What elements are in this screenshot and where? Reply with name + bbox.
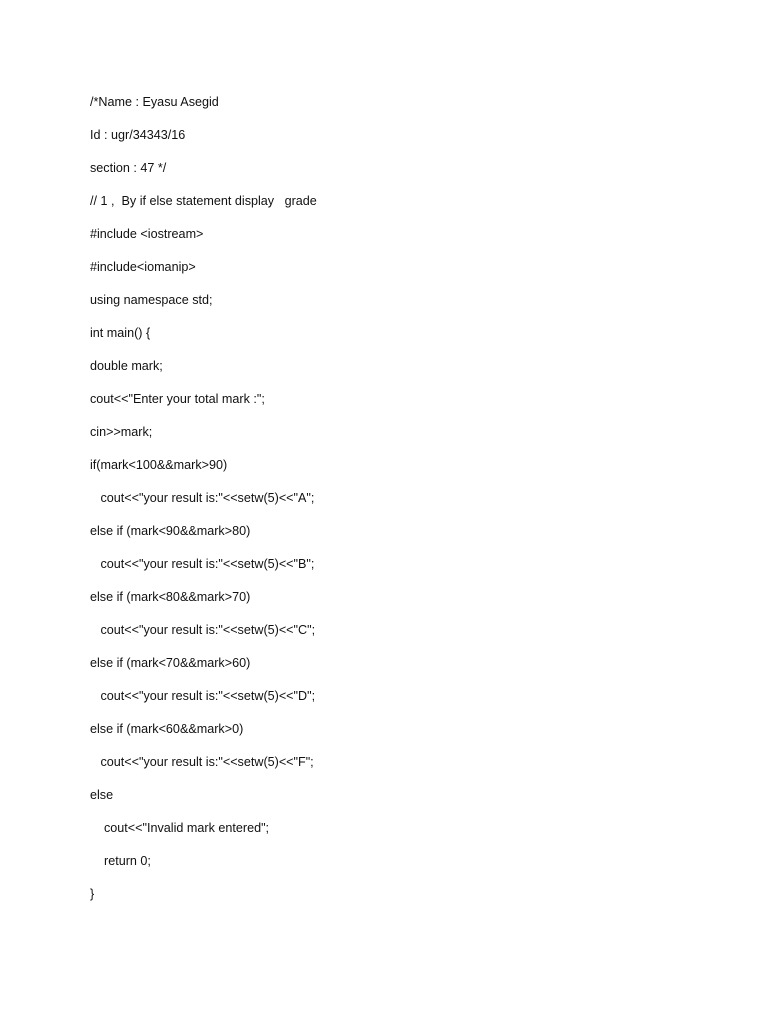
code-line: cout<<"your result is:"<<setw(5)<<"C";: [90, 623, 316, 637]
code-line: cout<<"Enter your total mark :";: [90, 392, 265, 406]
code-line: cin>>mark;: [90, 425, 153, 439]
code-line: #include <iostream>: [90, 227, 204, 241]
code-line: int main() {: [90, 326, 151, 340]
code-line: /*Name : Eyasu Asegid: [90, 95, 219, 109]
code-line: else: [90, 788, 114, 802]
code-line: else if (mark<90&&mark>80): [90, 524, 251, 538]
code-line: else if (mark<80&&mark>70): [90, 590, 251, 604]
code-line: }: [90, 887, 95, 901]
code-line: cout<<"your result is:"<<setw(5)<<"D";: [90, 689, 316, 703]
code-line: section : 47 */: [90, 161, 167, 175]
code-line: if(mark<100&&mark>90): [90, 458, 228, 472]
code-line: double mark;: [90, 359, 163, 373]
code-line: cout<<"your result is:"<<setw(5)<<"F";: [90, 755, 314, 769]
code-line: cout<<"your result is:"<<setw(5)<<"B";: [90, 557, 315, 571]
code-line: using namespace std;: [90, 293, 213, 307]
code-line: Id : ugr/34343/16: [90, 128, 186, 142]
code-listing: [90, 92, 710, 917]
code-line: return 0;: [90, 854, 151, 868]
code-line: cout<<"your result is:"<<setw(5)<<"A";: [90, 491, 315, 505]
code-line: else if (mark<70&&mark>60): [90, 656, 251, 670]
code-line: #include<iomanip>: [90, 260, 196, 274]
code-line: else if (mark<60&&mark>0): [90, 722, 244, 736]
code-line: // 1 , By if else statement display grade: [90, 194, 317, 208]
code-line: cout<<"Invalid mark entered";: [90, 821, 270, 835]
